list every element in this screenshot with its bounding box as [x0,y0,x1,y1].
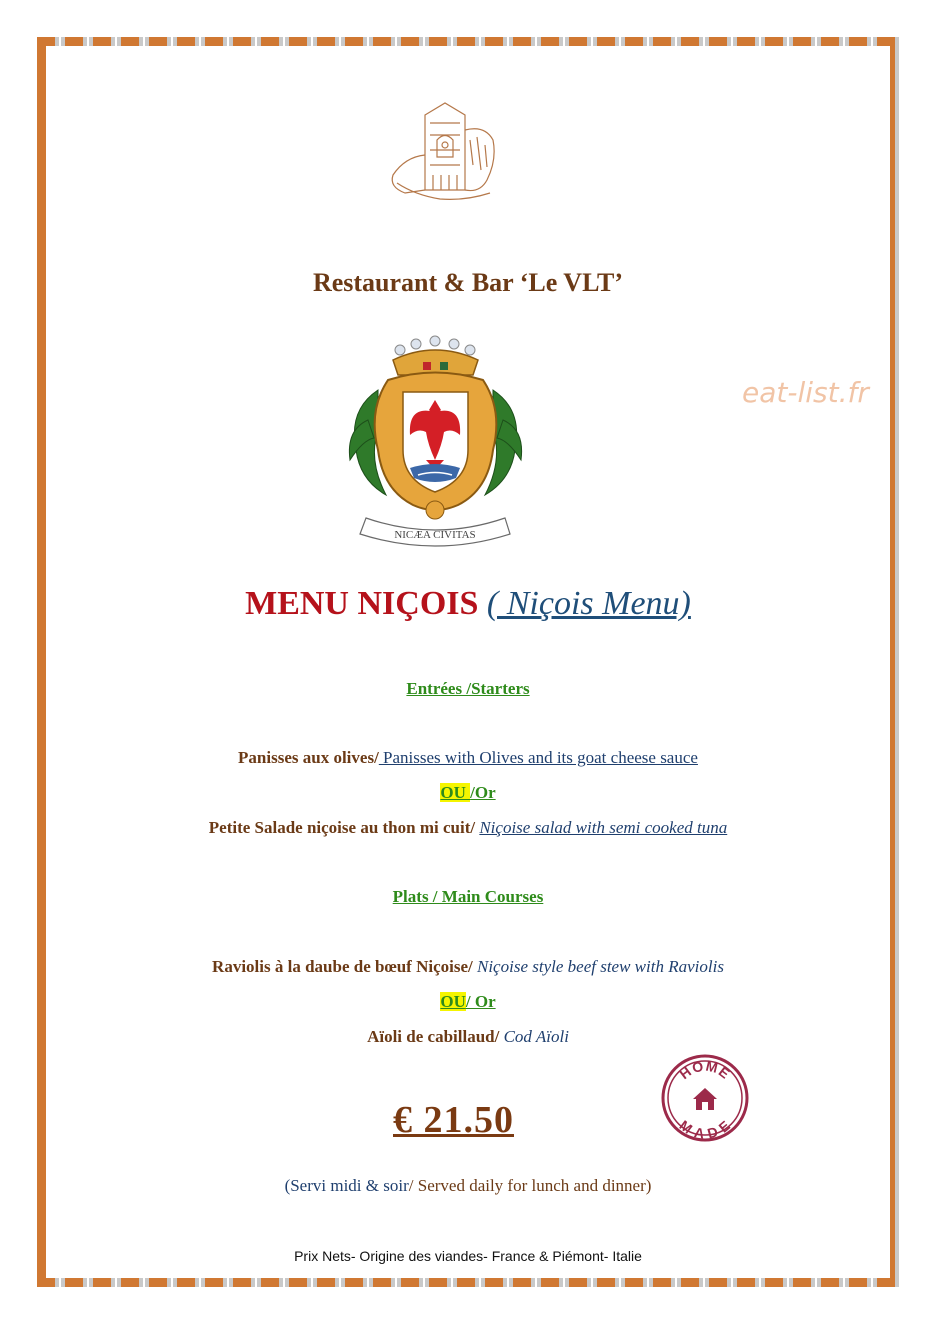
starter-item [0,818,936,838]
building-sketch-logo [385,95,500,210]
crown-icon [393,336,478,375]
mains-heading: Plats / Main Courses [392,887,544,906]
watermark-text: eat-list.fr [742,376,869,409]
dish-name-fr: Panisses aux olives/ [238,748,379,767]
restaurant-name: Restaurant & Bar ‘Le VLT’ [312,268,624,297]
dish-name-en: Niçoise style beef stew with Raviolis [472,957,724,976]
home-made-stamp [660,1053,750,1143]
starters-heading: Entrées /Starters [406,679,530,698]
crest-motto: NICÆA CIVITAS [394,529,476,541]
serving-times-fr: (Servi midi & soir [284,1176,409,1195]
dish-name-en: Cod Aïoli [499,1027,569,1046]
or-english: /Or [470,783,496,802]
dish-name-en: Panisses with Olives and its goat cheese sauce [378,748,698,767]
or-english: / Or [465,992,496,1011]
dish-name-fr: Raviolis à la daube de bœuf Niçoise/ [212,957,473,976]
dish-name-fr: Aïoli de cabillaud/ [367,1027,500,1046]
menu-price: € 21.50 [393,1099,514,1141]
dish-name-fr: Petite Salade niçoise au thon mi cuit/ [208,818,480,837]
or-highlight: OU [440,992,466,1011]
or-separator [0,992,936,1012]
or-separator [0,783,936,803]
menu-title-en: ( Niçois Menu) [486,585,691,622]
house-icon [693,1088,717,1110]
main-item [0,1027,936,1047]
dish-name-en: Niçoise salad with semi cooked tuna [479,818,728,837]
stamp-bottom-text: MADE [676,1116,734,1142]
main-item [0,957,936,977]
menu-title-fr: MENU NIÇOIS [245,585,479,622]
serving-times-en: / Served daily for lunch and dinner) [408,1176,652,1195]
stamp-top-text: HOME [676,1057,734,1083]
footer-note: Prix Nets- Origine des viandes- France & Piémont- Italie [294,1248,642,1264]
svg-text:MADE [677,1117,734,1142]
menu-title [0,585,936,623]
or-highlight: OU [440,783,471,802]
nice-coat-of-arms [338,320,533,555]
starter-item [0,748,936,768]
serving-times [0,1176,936,1196]
